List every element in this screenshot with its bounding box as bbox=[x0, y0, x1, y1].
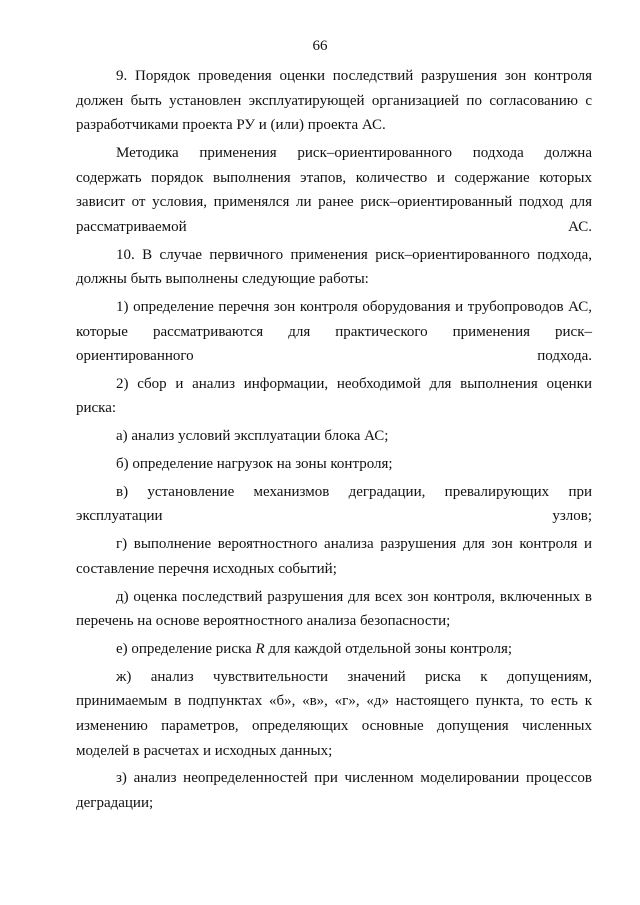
risk-symbol: R bbox=[255, 640, 265, 657]
subitem-e-before: е) определение риска bbox=[116, 640, 256, 657]
list-item-1: 1) определение перечня зон контроля оборудования и трубопроводов АС, которые рассматриваются для практического применения риск–ориентированного подхода. bbox=[76, 298, 592, 365]
paragraph-9: 9. Порядок проведения оценки последствий разрушения зон контроля должен быть установлен эксплуатирующей организацией по согласованию с разработчиками проекта РУ и (или) проекта АС. bbox=[76, 68, 592, 134]
document-body bbox=[76, 64, 592, 819]
subitem-v: в) установление механизмов деградации, превалирующих при эксплуатации узлов; bbox=[76, 483, 592, 525]
subitem-g: г) выполнение вероятностного анализа разрушения для зон контроля и составление перечня исходных событий; bbox=[76, 536, 592, 577]
list-item-2: 2) сбор и анализ информации, необходимой для выполнения оценки риска: bbox=[76, 375, 592, 417]
subitem-e bbox=[76, 637, 592, 662]
subitem-z: з) анализ неопределенностей при численном моделировании процессов деградации; bbox=[76, 770, 592, 811]
subitem-zh: ж) анализ чувствительности значений риска к допущениям, принимаемым в подпунктах «б», «в», «г», «д» настоящего пункта, то есть к изменению параметров, определяющих основные допущения численных моделей в расчетах и исходных данных; bbox=[76, 668, 592, 759]
subitem-e-after: для каждой отдельной зоны контроля; bbox=[264, 640, 513, 657]
page-number: 66 bbox=[312, 38, 328, 54]
paragraph-10: 10. В случае первичного применения риск–ориентированного подхода, должны быть выполнены следующие работы: bbox=[76, 246, 592, 288]
paragraph-methodology: Методика применения риск–ориентированного подхода должна содержать порядок выполнения этапов, количество и содержание которых зависит от условия, применялся ли ранее риск–ориентированный подход для рассматриваемой АС. bbox=[76, 144, 592, 235]
subitem-a: а) анализ условий эксплуатации блока АС; bbox=[116, 428, 389, 445]
subitem-b: б) определение нагрузок на зоны контроля; bbox=[116, 456, 393, 473]
subitem-d: д) оценка последствий разрушения для всех зон контроля, включенных в перечень на основе вероятностного анализа безопасности; bbox=[76, 588, 592, 630]
